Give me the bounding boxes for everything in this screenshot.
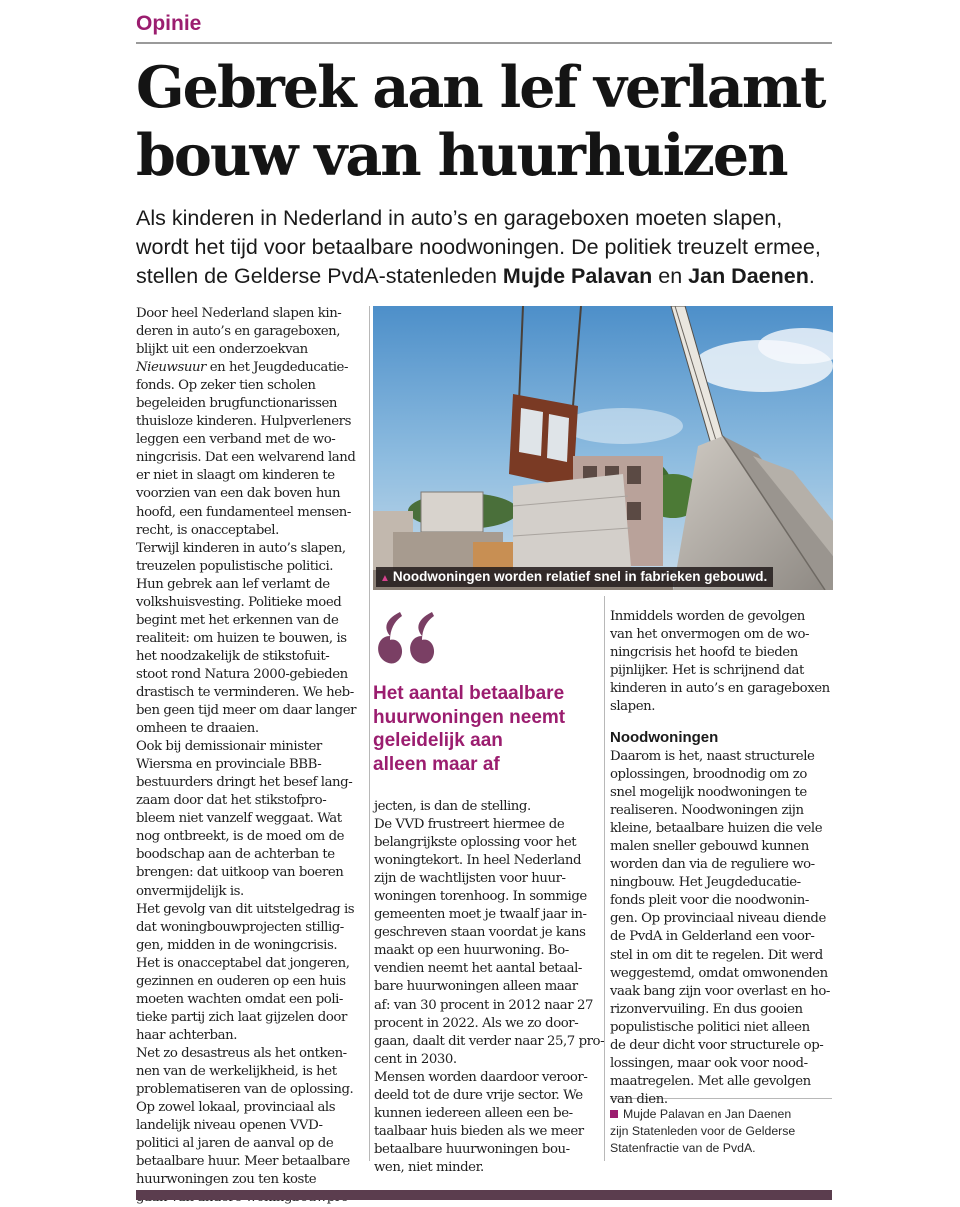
text-line: fonds. Op zeker tien scholen [136,378,316,394]
author-name: Mujde Palavan [502,264,653,288]
text-line: af: van 30 procent in 2012 naar 27 [374,997,593,1013]
text-line: van het onvermogen om de wo- [610,627,810,643]
text-line: Hun gebrek aan lef verlamt de [136,576,330,592]
text-line: Het gevolg van dit uitstelgedrag is [136,901,355,917]
text-line: volkshuisvesting. Politieke moed [136,594,342,610]
headline-line: bouw van huurhuizen [136,122,787,189]
text-line: Ook bij demissionair minister [136,739,322,755]
text-line: geleidelijk aan [373,730,503,751]
text-line: gezinnen en ouderen op een huis [136,973,346,989]
column-divider [369,306,370,1161]
rubric-divider [136,42,832,44]
text-line: lossingen, maar ook voor nood- [610,1055,808,1071]
article-column-1 [136,305,368,1207]
text-line: gen, midden in de woningcrisis. [136,937,338,953]
text-line: Nieuwsuur en het Jeugdeducatie- [136,360,349,376]
section-rubric: Opinie [136,12,202,35]
text-line: vendien neemt het aantal betaal- [374,961,582,977]
text-line: jecten, is dan de stelling. [374,799,531,814]
photo-caption [376,567,773,587]
article-column-3 [610,608,836,716]
text-line: rizonvervuiling. En dus gooien [610,1001,803,1017]
author-note [610,1106,836,1157]
text-line: Terwijl kinderen in auto’s slapen, [136,540,346,556]
text-line: de PvdA in Gelderland een voor- [610,929,815,945]
text-line: taalbaar huis bieden als we meer [374,1123,584,1139]
text-line: betaalbare huurwoningen bou- [374,1141,570,1157]
text-line: gen. Op provinciaal niveau diende [610,911,826,927]
text-line: Het aantal betaalbare [373,683,565,704]
text-line: brengen: dat uitkoop van boeren [136,865,344,881]
text-line: dat woningbouwprojecten stillig- [136,919,344,935]
text-line: blijkt uit een onderzoekvan [136,342,308,358]
intro-text: . [808,264,815,288]
text-line: er niet in slaagt om kinderen te [136,468,335,484]
author-note-line: zijn Statenleden voor de Gelderse [610,1124,796,1138]
text-line: worden dan via de reguliere wo- [610,857,815,873]
text-line: gaan, daalt dit verder naar 25,7 pro- [374,1033,605,1049]
text-line: kunnen iedereen alleen een be- [374,1105,573,1121]
text-line: weggestemd, omdat omwonenden [610,965,828,981]
text-line: Net zo desastreus als het ontken- [136,1045,347,1061]
text-line: huurwoningen zou ten koste [136,1172,317,1188]
text-line: Het is onacceptabel dat jongeren, [136,955,350,971]
text-line: begint met het erkennen van de [136,612,339,628]
quote-mark-icon [372,596,442,678]
text-line: oplossingen, broodnodig om zo [610,767,807,783]
text-line: moeten wachten omdat een poli- [136,991,343,1007]
text-line: voorzien van een dak boven hun [136,486,341,502]
section-subheading: Noodwoningen [610,729,719,746]
text-line: stoot rond Natura 2000-gebieden [136,666,348,682]
text-line: ningcrisis het hoofd te bieden [610,645,798,661]
caption-text: Noodwoningen worden relatief snel in fabrieken gebouwd. [392,569,768,584]
text-line: drastisch te verminderen. We heb- [136,684,354,700]
text-line: deeld tot de dure vrije sector. We [374,1087,583,1103]
article-column-2 [374,798,605,1177]
text-line: de deur dicht voor structurele op- [610,1037,824,1053]
article-headline [136,54,836,190]
text-line: leggen een verband met de wo- [136,432,336,448]
text-line: stel in om dit te regelen. Dit werd [610,947,823,963]
text-line: snel mogelijk noodwoningen te [610,785,807,801]
bullet-square-icon [610,1110,618,1118]
text-line: nog ontbreekt, is de moed om de [136,829,345,845]
author-note-text: Mujde Palavan en Jan Daenen [623,1107,792,1121]
text-line: woningtekort. In heel Nederland [374,853,582,869]
text-line: bare huurwoningen alleen maar [374,979,578,995]
text-line: haar achterban. [136,1027,237,1043]
text-line: ningbouw. Het Jeugdeducatie- [610,875,801,891]
text-line: huurwoningen neemt [373,706,566,728]
text-line: politici al jaren de aanval op de [136,1136,334,1152]
article-column-3-continued [610,748,836,1109]
caption-triangle-icon: ▲ [380,573,390,584]
text-line: van dien. [610,1091,668,1107]
article-intro [136,204,836,291]
text-line: woningen torenhoog. In sommige [374,889,587,905]
text-line: malen sneller gebouwd kunnen [610,839,809,855]
text-line: kinderen in auto’s en garageboxen [610,681,830,697]
text-line: Daarom is het, naast structurele [610,749,815,764]
text-line: Inmiddels worden de gevolgen [610,609,805,624]
text-line: populistische politici niet alleen [610,1019,810,1035]
text-line: treuzelen populistische politici. [136,558,334,574]
text-line: betaalbare huur. Meer betaalbare [136,1154,350,1170]
text-line: wen, niet minder. [374,1159,484,1175]
text-line: nen van de werkelijkheid, is het [136,1063,337,1079]
text-line: onvermijdelijk is. [136,883,244,899]
text-line: De VVD frustreert hiermee de [374,817,565,833]
text-line: kleine, betaalbare huizen die vele [610,821,823,837]
text-line: Op zowel lokaal, provinciaal als [136,1100,336,1116]
text-line: Door heel Nederland slapen kin- [136,306,342,321]
text-line: tieke partij zich laat gijzelen door [136,1009,347,1025]
text-line: problematiseren van de oplossing. [136,1082,354,1098]
text-line: cent in 2030. [374,1051,457,1067]
intro-text: en [652,264,689,288]
text-line: belangrijkste oplossing voor het [374,835,577,851]
text-line: zijn de wachtlijsten voor huur- [374,871,566,887]
text-line: bleem niet vanzelf weggaat. Wat [136,811,342,827]
text-line: ben geen tijd meer om daar langer [136,703,357,719]
text-line: het noodzakelijk de stikstofuit- [136,648,330,664]
article-photo [373,306,833,590]
text-line: Mensen worden daardoor veroor- [374,1069,588,1085]
text-line: gemeenten moet je twaalf jaar in- [374,907,587,923]
headline-line: Gebrek aan lef verlamt [136,54,825,121]
text-line: realiteit: om huizen te bouwen, is [136,630,347,646]
text-line: begeleiden brugfunctionarissen [136,396,338,412]
text-line: Wiersma en provinciale BBB- [136,757,322,773]
text-line: vaak bang zijn voor overlast en ho- [610,983,830,999]
text-line: slapen. [610,699,656,715]
text-line: hoofd, een fundamenteel mensen- [136,504,351,520]
author-name: Jan Daenen [688,264,809,288]
text-line: maakt op een huurwoning. Bo- [374,943,569,959]
author-note-line: Statenfractie van de PvdA. [610,1141,756,1155]
text-line: ningcrisis. Dat een welvarend land [136,450,356,466]
text-line: bestuurders dringt het besef lang- [136,775,353,791]
intro-text: stellen de Gelderse PvdA-statenleden [136,264,503,288]
text-line: geschreven staan voordat je kans [374,925,586,941]
text-line: thuisloze kinderen. Hulpverleners [136,414,351,430]
text-line: omheen te draaien. [136,721,259,737]
text-line: pijnlijker. Het is schrijnend dat [610,663,804,679]
construction-scene-image [373,306,833,590]
footer-band [136,1190,832,1200]
column-divider [604,596,605,1161]
intro-line: wordt het tijd voor betaalbare noodwoningen. De politiek treuzelt ermee, [136,235,821,259]
text-line: recht, is onacceptabel. [136,522,279,538]
programme-name: Nieuwsuur [136,360,206,376]
text-line: maatregelen. Met alle gevolgen [610,1073,811,1089]
text-line: boodschap aan de achterban te [136,847,335,863]
pull-quote [373,682,601,776]
text-line: alleen maar af [373,753,500,775]
text-line: procent in 2022. Als we zo door- [374,1015,579,1031]
text-line: deren in auto’s en garageboxen, [136,324,341,340]
intro-line [136,262,836,291]
text-line: zaam door dat het stikstofpro- [136,793,327,809]
text-line: fonds pleit voor die noodwonin- [610,893,809,909]
text-line: landelijk niveau openen VVD- [136,1118,323,1134]
intro-line: Als kinderen in Nederland in auto’s en garageboxen moeten slapen, [136,206,783,230]
text-line: realiseren. Noodwoningen zijn [610,803,804,819]
author-note-line [610,1106,836,1123]
